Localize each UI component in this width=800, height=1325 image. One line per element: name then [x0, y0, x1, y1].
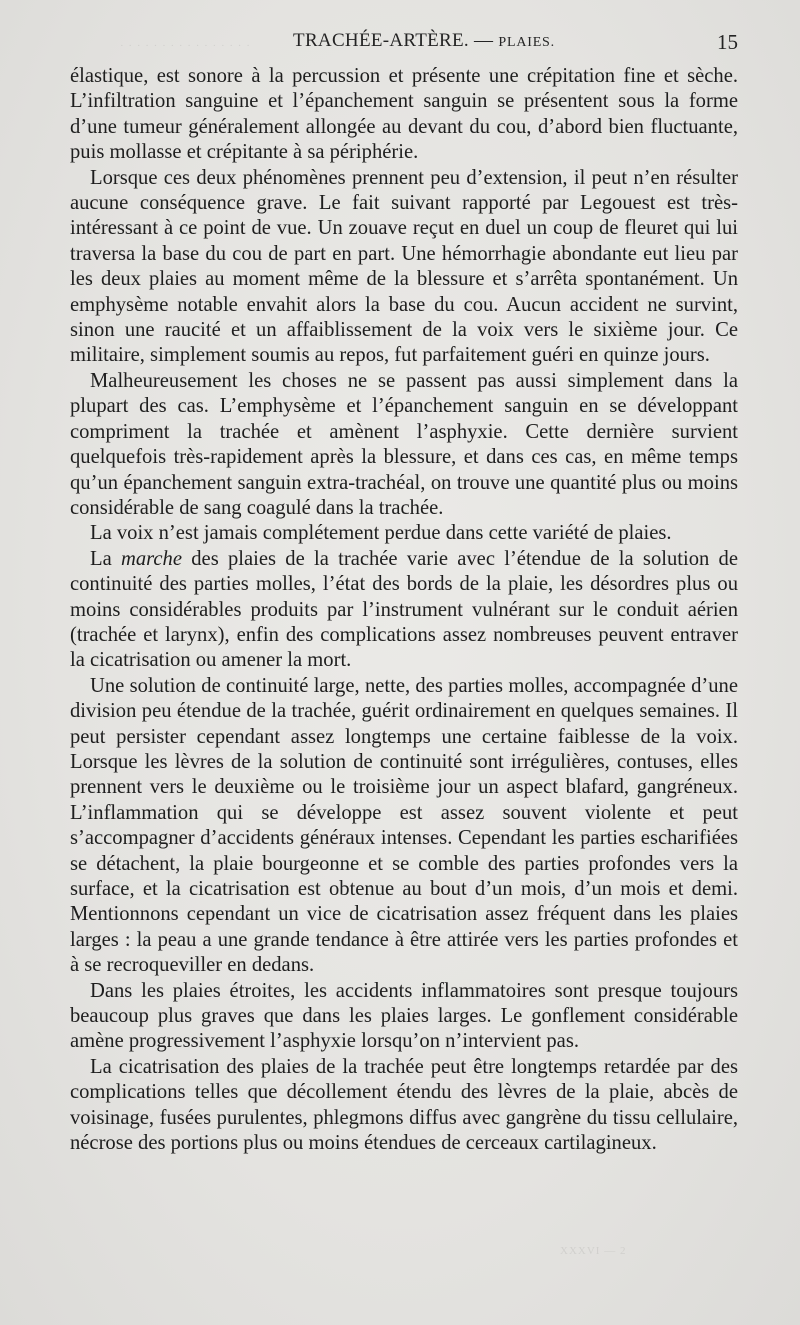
- paragraph-1: élastique, est sonore à la percussion et présente une crépitation fine et sèche. L’infiltration sanguine et l’épanchement sanguin se présentent sous la forme d’une tumeur généralement allongée au devant du cou, d’abord bien fluctuante, puis mollasse et crépitante à sa périphérie.: [70, 65, 738, 164]
- page-number: 15: [717, 30, 738, 54]
- paragraph-8: La cicatrisation des plaies de la trachée peut être longtemps retardée par des complications telles que décollement étendu des lèvres de la plaie, abcès de voisinage, fusées purulentes, phlegmons diffus avec gangrène du tissu cellulaire, nécrose des portions plus ou moins étendues de cerceaux cartilagineux.: [70, 1055, 738, 1155]
- running-title-separator: —: [468, 30, 499, 51]
- running-header: [70, 30, 738, 56]
- paragraph-4: La voix n’est jamais complétement perdue dans cette variété de plaies.: [90, 522, 672, 545]
- running-title-sub: PLAIES.: [498, 35, 555, 50]
- running-title: [70, 30, 738, 52]
- running-title-main: TRACHÉE-ARTÈRE.: [293, 30, 469, 51]
- bleed-through-header: · · · · · · · · · · · · · · · ·: [120, 40, 251, 52]
- paragraph-7: Dans les plaies étroites, les accidents inflammatoires sont presque toujours beaucoup plus graves que dans les plaies larges. Le gonflement considérable amène progressivement l’asphyxie lorsqu’on n’intervient pas.: [70, 979, 738, 1053]
- marche-rest: des plaies de la trachée varie avec l’étendue de la solution de continuité des parties molles, l’état des bords de la plaie, les désordres plus ou moins considérables produits par l’instrument vulnérant sur le conduit aérien (trachée et larynx), enfin des complications assez nombreuses peuvent entraver la cicatrisation ou amener la mort.: [70, 547, 738, 672]
- paragraph-3: Malheureusement les choses ne se passent pas aussi simplement dans la plupart des cas. L’emphysème et l’épanchement sanguin en se développant compriment la trachée et amènent l’asphyxie. Cette dernière survient quelquefois très-rapidement après la blessure, et dans ces cas, en même temps qu’un épanchement sanguin extra-trachéal, on trouve une quantité plus ou moins considérable de sang coagulé dans la trachée.: [70, 369, 738, 519]
- marche-lead: La: [90, 547, 121, 570]
- marche-italic: marche: [121, 547, 182, 570]
- paragraph-6: Une solution de continuité large, nette, des parties molles, accompagnée d’une division peu étendue de la trachée, guérit ordinairement en quelques semaines. Il peut persister cependant assez longtemps une certaine faiblesse de la voix. Lorsque les lèvres de la solution de continuité sont irrégulières, contuses, elles prennent vers le deuxième ou le troisième jour un aspect blafard, gangréneux. L’inflammation qui se développe est assez souvent violente et peut s’accompagner d’accidents généraux intenses. Cependant les parties escharifiées se détachent, la plaie bourgeonne et se comble des parties profondes vers la surface, et la cicatrisation est obtenue au bout d’un mois, d’un mois et demi. Mentionnons cependant un vice de cicatrisation assez fréquent dans les plaies larges : la peau a une grande tendance à être attirée vers les parties profondes et à se recroqueviller en dedans.: [70, 674, 738, 977]
- bleed-through-footer: XXXVI — 2: [560, 1245, 627, 1257]
- paragraph-2: Lorsque ces deux phénomènes prennent peu d’extension, il peut n’en résulter aucune conséquence grave. Le fait suivant rapporté par Legouest est très-intéressant à ce point de vue. Un zouave reçut en duel un coup de fleuret qui lui traversa la base du cou de part en part. Une hémorrhagie abondante eut lieu par les deux plaies au moment même de la blessure et s’arrêta spontanément. Un emphysème notable envahit alors la base du cou. Aucun accident ne survint, sinon une raucité et un affaiblissement de la voix vers le sixième jour. Ce militaire, simplement soumis au repos, fut parfaitement guéri en quinze jours.: [70, 166, 738, 367]
- paragraph-marche: [70, 547, 738, 674]
- body-text: [70, 64, 738, 1156]
